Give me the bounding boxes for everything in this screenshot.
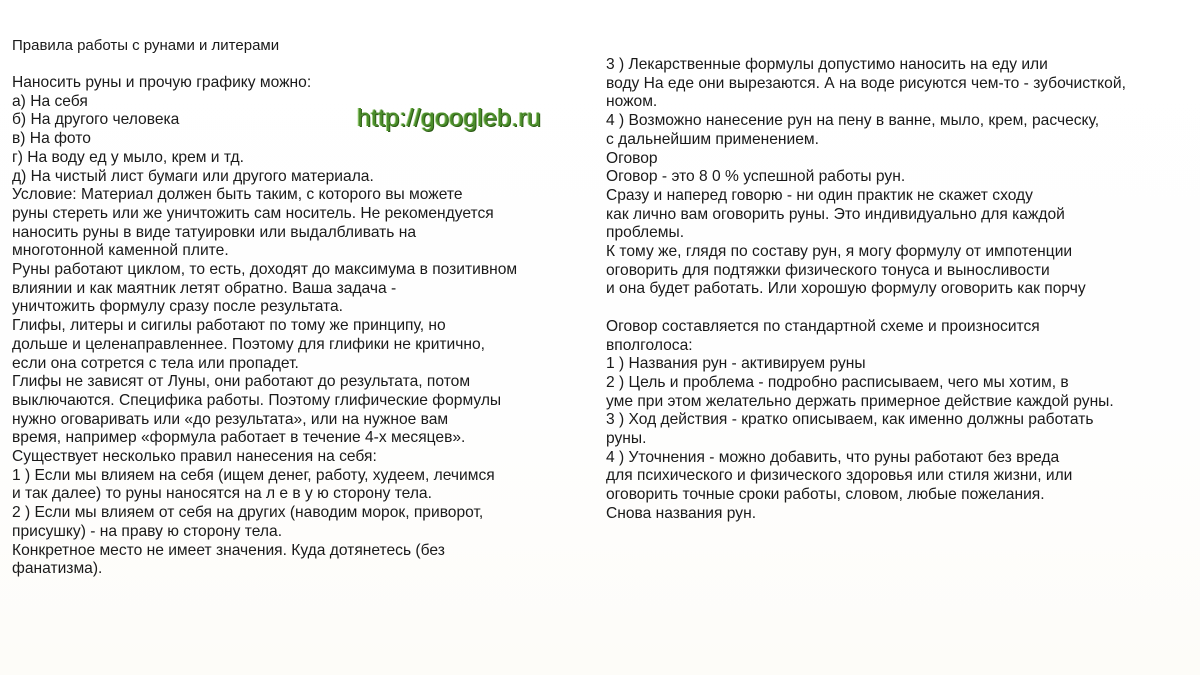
text-line: воду На еде они вырезаются. А на воде рисуются чем-то - зубочисткой, xyxy=(606,74,1126,92)
text-line: ножом. xyxy=(606,93,658,111)
text-line: Оговор составляется по стандартной схеме и произносится xyxy=(606,317,1040,335)
text-line: Условие: Материал должен быть таким, с которого вы можете xyxy=(12,186,463,204)
text-line: уничтожить формулу сразу после результата. xyxy=(12,298,343,316)
text-line: 2 ) Цель и проблема - подробно расписываем, чего мы хотим, в xyxy=(606,373,1069,391)
left-column xyxy=(12,74,592,579)
section-heading: Оговор xyxy=(606,149,658,167)
text-line: Существует несколько правил нанесения на себя: xyxy=(12,448,377,466)
text-line: Глифы не зависят от Луны, они работают до результата, потом xyxy=(12,373,471,391)
text-line: Оговор - это 8 0 % успешной работы рун. xyxy=(606,168,906,186)
text-line: если она сотрется с тела или пропадет. xyxy=(12,354,299,372)
text-line: 3 ) Лекарственные формулы допустимо наносить на еду или xyxy=(606,56,1048,73)
text-line: 2 ) Если мы влияем от себя на других (наводим морок, приворот, xyxy=(12,504,484,522)
text-line: 4 ) Возможно нанесение рун на пену в ванне, мыло, крем, расческу, xyxy=(606,112,1100,130)
text-line: влиянии и как маятник летят обратно. Ваша задача - xyxy=(12,279,397,297)
text-line: для психического и физического здоровья или стиля жизни, или xyxy=(606,467,1073,485)
text-line: оговорить точные сроки работы, словом, любые пожелания. xyxy=(606,486,1045,504)
text-line: как лично вам оговорить руны. Это индивидуально для каждой xyxy=(606,205,1065,223)
text-line: с дальнейшим применением. xyxy=(606,130,819,148)
text-line: руны. xyxy=(606,430,647,448)
text-line: Сразу и наперед говорю - ни один практик не скажет сходу xyxy=(606,186,1033,204)
text-line: наносить руны в виде татуировки или выдалбливать на xyxy=(12,223,417,241)
text-line: 4 ) Уточнения - можно добавить, что руны работают без вреда xyxy=(606,448,1060,466)
blank-line xyxy=(606,299,1196,318)
right-column xyxy=(606,56,1196,524)
text-line: К тому же, глядя по составу рун, я могу формулу от импотенции xyxy=(606,243,1073,261)
text-line: руны стереть или же уничтожить сам носитель. Не рекомендуется xyxy=(12,204,494,222)
text-line: и так далее) то руны наносятся на л е в у ю сторону тела. xyxy=(12,485,432,503)
text-line: проблемы. xyxy=(606,224,685,242)
text-line: г) На воду ед у мыло, крем и тд. xyxy=(12,148,244,166)
text-line: а) На себя xyxy=(12,92,88,110)
text-line: оговорить для подтяжки физического тонуса и выносливости xyxy=(606,261,1050,279)
text-line: Руны работают циклом, то есть, доходят до максимума в позитивном xyxy=(12,261,518,279)
text-line: в) На фото xyxy=(12,130,91,148)
text-line: и она будет работать. Или хорошую формулу оговорить как порчу xyxy=(606,280,1086,298)
text-line: Наносить руны и прочую графику можно: xyxy=(12,74,312,91)
text-line: фанатизма). xyxy=(12,560,103,578)
text-line: выключаются. Специфика работы. Поэтому глифические формулы xyxy=(12,391,502,409)
text-line: многотонной каменной плите. xyxy=(12,242,229,260)
text-line: уме при этом желательно держать примерное действие каждой руны. xyxy=(606,392,1114,410)
text-line: дольше и целенаправленнее. Поэтому для глифики не критично, xyxy=(12,335,486,353)
text-line: нужно оговаривать или «до результата», или на нужное вам xyxy=(12,410,449,428)
text-line: вполголоса: xyxy=(606,336,693,354)
text-line: Снова названия рун. xyxy=(606,504,757,522)
text-line: Конкретное место не имеет значения. Куда дотянетесь (без xyxy=(12,541,445,559)
text-line: 1 ) Если мы влияем на себя (ищем денег, работу, худеем, лечимся xyxy=(12,466,495,484)
text-line: 3 ) Ход действия - кратко описываем, как именно должны работать xyxy=(606,411,1094,429)
text-line: присушку) - на праву ю сторону тела. xyxy=(12,522,283,540)
text-line: 1 ) Названия рун - активируем руны xyxy=(606,355,866,373)
text-line: д) На чистый лист бумаги или другого материала. xyxy=(12,167,374,185)
watermark-url: http://googleb.ru xyxy=(357,104,542,132)
text-line: б) На другого человека xyxy=(12,111,180,129)
text-line: время, например «формула работает в течение 4-х месяцев». xyxy=(12,429,466,447)
page-title: Правила работы с рунами и литерами xyxy=(12,37,280,54)
text-line: Глифы, литеры и сигилы работают по тому же принципу, но xyxy=(12,317,446,335)
